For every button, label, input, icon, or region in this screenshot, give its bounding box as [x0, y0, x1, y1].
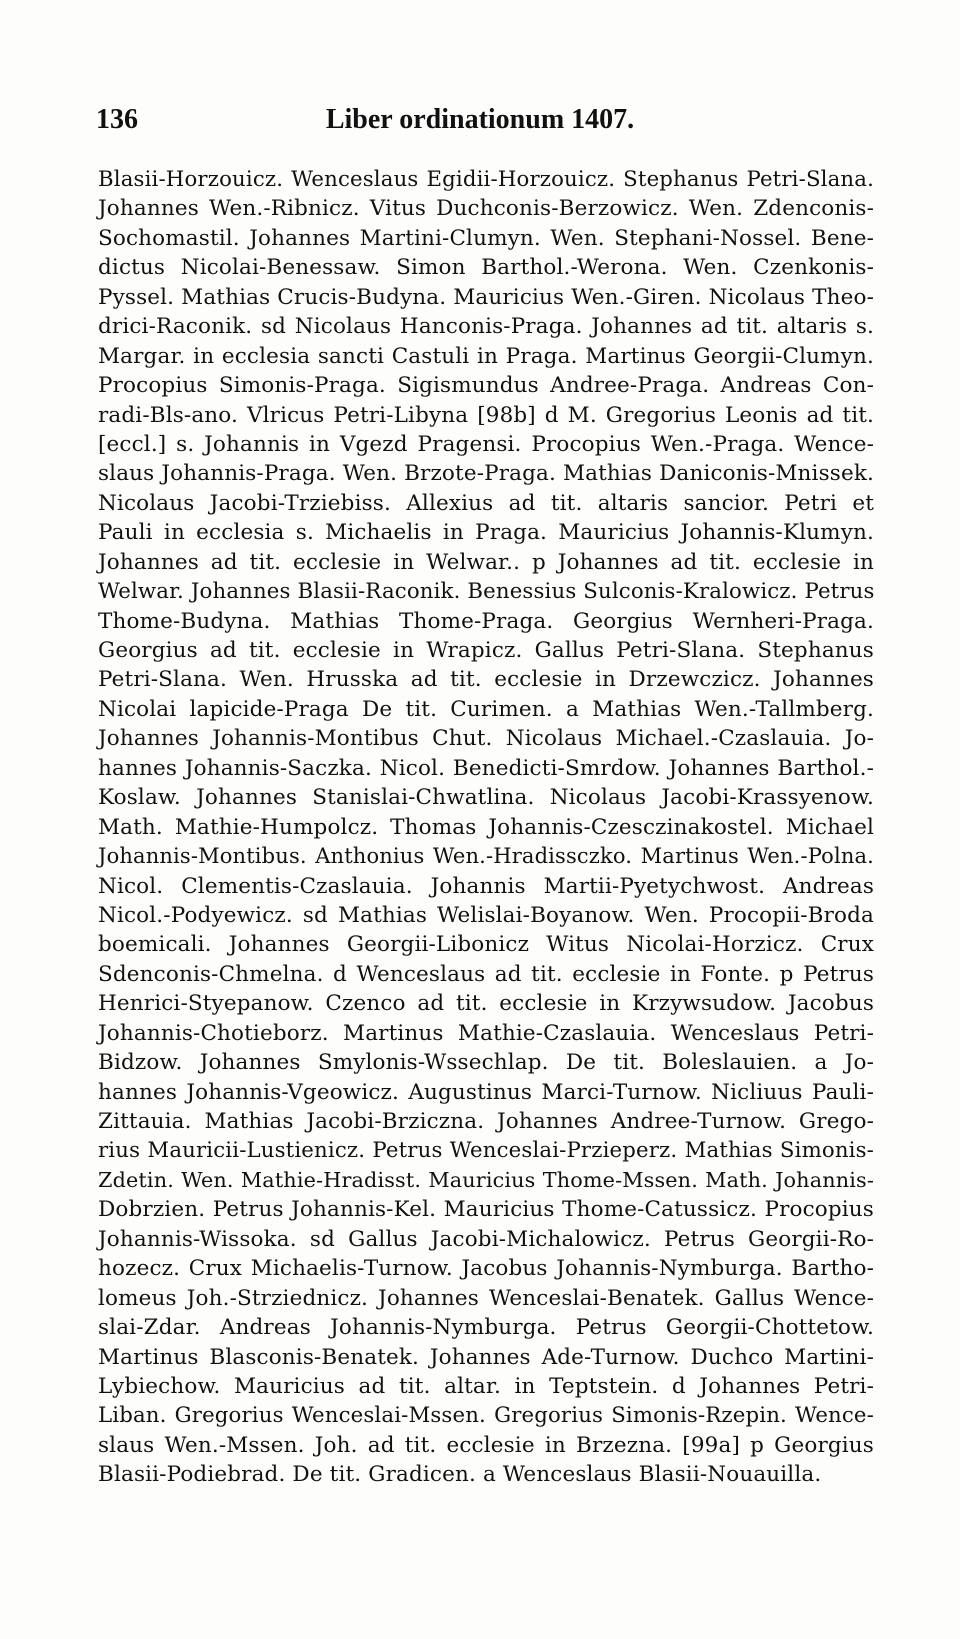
text-line: Thome-Budyna. Mathias Thome-Praga. Georgius Wernheri-Praga. [98, 608, 874, 634]
text-line: Liban. Gregorius Wenceslai-Mssen. Gregorius Simonis-Rzepin. Wence- [98, 1403, 874, 1429]
text-line: Koslaw. Johannes Stanislai-Chwatlina. Nicolaus Jacobi-Krassyenow. [98, 785, 874, 811]
page-number: 136 [96, 104, 138, 135]
text-line: hannes Johannis-Vgeowicz. Augustinus Marci-Turnow. Nicliuus Pauli- [98, 1079, 874, 1105]
text-line: Johannes ad tit. ecclesie in Welwar.. p Johannes ad tit. ecclesie in [98, 549, 874, 575]
text-line: slaus Wen.-Mssen. Joh. ad tit. ecclesie in Brzezna. [99a] p Georgius [98, 1432, 874, 1458]
text-line: Procopius Simonis-Praga. Sigismundus Andree-Praga. Andreas Con- [98, 373, 874, 399]
text-line: Blasii-Horzouicz. Wenceslaus Egidii-Horzouicz. Stephanus Petri-Slana. [98, 167, 874, 192]
text-line: Pauli in ecclesia s. Michaelis in Praga. Mauricius Johannis-Klumyn. [98, 520, 874, 546]
text-line: Henrici-Styepanow. Czenco ad tit. ecclesie in Krzywsudow. Jacobus [98, 991, 874, 1017]
text-line: Dobrzien. Petrus Johannis-Kel. Mauricius Thome-Catussicz. Procopius [98, 1197, 874, 1223]
text-line: Margar. in ecclesia sancti Castuli in Praga. Martinus Georgii-Clumyn. [98, 343, 874, 369]
text-line: Georgius ad tit. ecclesie in Wrapicz. Gallus Petri-Slana. Stephanus [98, 638, 874, 663]
text-line: [eccl.] s. Johannis in Vgezd Pragensi. Procopius Wen.-Praga. Wence- [98, 431, 874, 457]
text-line: Math. Mathie-Humpolcz. Thomas Johannis-Czesczinakostel. Michael [98, 814, 874, 840]
text-line: Bidzow. Johannes Smylonis-Wssechlap. De tit. Boleslauien. a Jo- [98, 1050, 874, 1076]
text-line: drici-Raconik. sd Nicolaus Hanconis-Praga. Johannes ad tit. altaris s. [98, 314, 874, 340]
text-line: hozecz. Crux Michaelis-Turnow. Jacobus Johannis-Nymburga. Bartho- [98, 1256, 874, 1282]
text-line: Nicolai lapicide-Praga De tit. Curimen. a Mathias Wen.-Tallmberg. [98, 696, 874, 722]
text-line: Sochomastil. Johannes Martini-Clumyn. Wen. Stephani-Nossel. Bene- [98, 225, 874, 251]
text-line: Johannis-Chotieborz. Martinus Mathie-Czaslauia. Wenceslaus Petri- [98, 1020, 874, 1046]
text-line: Johannes Wen.-Ribnicz. Vitus Duchconis-Berzowicz. Wen. Zdenconis- [98, 196, 874, 222]
text-line: slai-Zdar. Andreas Johannis-Nymburga. Petrus Georgii-Chottetow. [98, 1315, 874, 1341]
text-line: Martinus Blasconis-Benatek. Johannes Ade-Turnow. Duchco Martini- [98, 1344, 874, 1370]
text-line: Blasii-Podiebrad. De tit. Gradicen. a Wenceslaus Blasii-Nouauilla. [98, 1462, 822, 1488]
text-line: boemicali. Johannes Georgii-Libonicz Witus Nicolai-Horzicz. Crux [98, 932, 874, 958]
body-text [98, 165, 874, 1490]
text-line: radi-Bls-ano. Vlricus Petri-Libyna [98b] d M. Gregorius Leonis ad tit. [98, 402, 874, 428]
text-line: Johannis-Wissoka. sd Gallus Jacobi-Michalowicz. Petrus Georgii-Ro- [98, 1226, 874, 1252]
text-line: Zittauia. Mathias Jacobi-Brziczna. Johannes Andree-Turnow. Grego- [98, 1109, 874, 1134]
text-line: Lybiechow. Mauricius ad tit. altar. in Teptstein. d Johannes Petri- [98, 1373, 874, 1399]
text-line: Zdetin. Wen. Mathie-Hradisst. Mauricius Thome-Mssen. Math. Johannis- [98, 1167, 874, 1192]
text-line: lomeus Joh.-Strziednicz. Johannes Wenceslai-Benatek. Gallus Wence- [98, 1285, 874, 1311]
text-line: Welwar. Johannes Blasii-Raconik. Benessius Sulconis-Kralowicz. Petrus [98, 579, 875, 605]
text-line: Pyssel. Mathias Crucis-Budyna. Mauricius Wen.-Giren. Nicolaus Theo- [98, 284, 874, 310]
text-line: hannes Johannis-Saczka. Nicol. Benedicti-Smrdow. Johannes Barthol.- [98, 755, 874, 781]
text-line: Nicol.-Podyewicz. sd Mathias Welislai-Boyanow. Wen. Procopii-Broda [98, 902, 874, 928]
text-line: Johannis-Montibus. Anthonius Wen.-Hradissczko. Martinus Wen.-Polna. [98, 844, 874, 869]
text-line: Nicol. Clementis-Czaslauia. Johannis Martii-Pyetychwost. Andreas [98, 873, 874, 899]
text-line: dictus Nicolai-Benessaw. Simon Barthol.-Werona. Wen. Czenkonis- [98, 255, 874, 281]
text-line: slaus Johannis-Praga. Wen. Brzote-Praga. Mathias Daniconis-Mnissek. [98, 461, 874, 487]
running-title: Liber ordinationum 1407. [325, 104, 635, 135]
text-line: Sdenconis-Chmelna. d Wenceslaus ad tit. ecclesie in Fonte. p Petrus [98, 961, 874, 987]
text-line: Nicolaus Jacobi-Trziebiss. Allexius ad tit. altaris sancior. Petri et [98, 490, 874, 516]
text-line: rius Mauricii-Lustienicz. Petrus Wenceslai-Przieperz. Mathias Simonis- [98, 1138, 874, 1164]
text-line: Petri-Slana. Wen. Hrusska ad tit. ecclesie in Drzewczicz. Johannes [98, 667, 874, 693]
page-header [96, 104, 864, 140]
text-line: Johannes Johannis-Montibus Chut. Nicolaus Michael.-Czaslauia. Jo- [98, 726, 874, 752]
